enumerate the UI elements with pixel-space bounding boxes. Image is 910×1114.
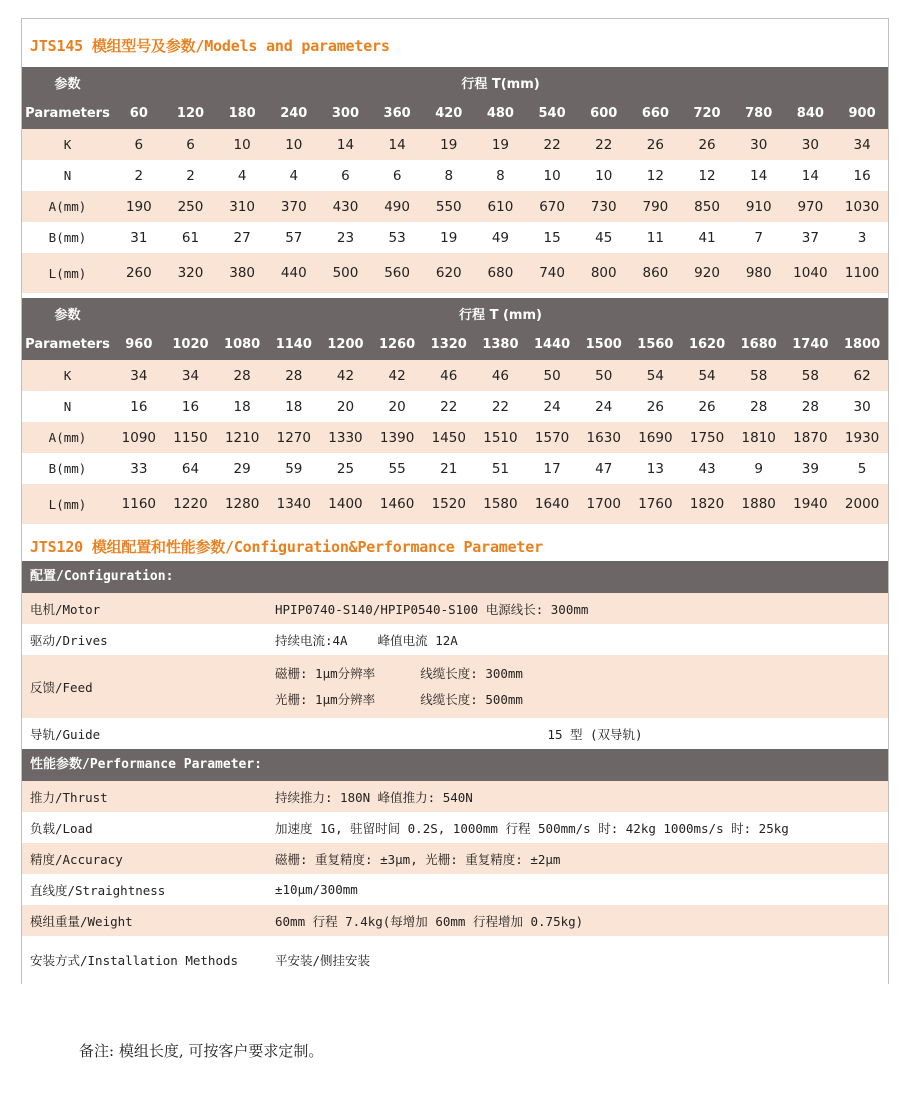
stroke-value: 480 — [475, 98, 527, 129]
table-cell: 800 — [578, 253, 630, 293]
table-cell: 970 — [785, 191, 837, 222]
table-cell: 18 — [268, 391, 320, 422]
table-cell: 59 — [268, 453, 320, 484]
table-cell: 260 — [113, 253, 165, 293]
table-row — [22, 484, 888, 524]
table-cell: 680 — [475, 253, 527, 293]
stroke-header: 行程 T(mm) — [113, 67, 888, 98]
performance-header: 性能参数/Performance Parameter: — [22, 749, 888, 781]
table-cell: 4 — [268, 160, 320, 191]
row-value — [275, 661, 523, 713]
row-label: A(mm) — [22, 422, 113, 453]
table-cell: 3 — [836, 222, 888, 253]
row-label: N — [22, 160, 113, 191]
footnote: 备注: 模组长度, 可按客户要求定制。 — [79, 1042, 324, 1060]
table-cell: 16 — [836, 160, 888, 191]
table-cell: 25 — [320, 453, 372, 484]
config-row-guide — [22, 718, 888, 749]
table-cell: 1520 — [423, 484, 475, 524]
stroke-value: 1680 — [733, 329, 785, 360]
table-cell: 1930 — [836, 422, 888, 453]
perf-row-load — [22, 812, 888, 843]
row-label: 精度/Accuracy — [30, 851, 123, 867]
perf-row-weight — [22, 905, 888, 936]
table-cell: 12 — [630, 160, 682, 191]
parameters-table-2 — [22, 298, 888, 524]
table-row — [22, 129, 888, 160]
table-cell: 7 — [733, 222, 785, 253]
table-cell: 2000 — [836, 484, 888, 524]
row-label: L(mm) — [22, 253, 113, 293]
table-cell: 64 — [165, 453, 217, 484]
stroke-value: 120 — [165, 98, 217, 129]
table-cell: 28 — [785, 391, 837, 422]
table-cell: 20 — [320, 391, 372, 422]
table-cell: 6 — [371, 160, 423, 191]
table-cell: 1690 — [630, 422, 682, 453]
row-value: 60mm 行程 7.4kg(每增加 60mm 行程增加 0.75kg) — [275, 913, 584, 929]
table-cell: 46 — [475, 360, 527, 391]
row-value: ±10μm/300mm — [275, 882, 358, 897]
table-cell: 1940 — [785, 484, 837, 524]
table-cell: 4 — [216, 160, 268, 191]
table-cell: 1340 — [268, 484, 320, 524]
stroke-value: 1740 — [785, 329, 837, 360]
perf-row-accuracy — [22, 843, 888, 874]
table-cell: 1390 — [371, 422, 423, 453]
table-cell: 1810 — [733, 422, 785, 453]
table-cell: 53 — [371, 222, 423, 253]
table-cell: 8 — [423, 160, 475, 191]
row-label: L(mm) — [22, 484, 113, 524]
table-cell: 620 — [423, 253, 475, 293]
table-cell: 1510 — [475, 422, 527, 453]
table-cell: 1570 — [526, 422, 578, 453]
row-label: 负载/Load — [30, 820, 93, 836]
table-cell: 500 — [320, 253, 372, 293]
table-cell: 28 — [268, 360, 320, 391]
table-cell: 6 — [320, 160, 372, 191]
row-value: 持续电流:4A 峰值电流 12A — [275, 632, 458, 648]
table-cell: 910 — [733, 191, 785, 222]
table-cell: 980 — [733, 253, 785, 293]
stroke-value: 1620 — [681, 329, 733, 360]
table-cell: 920 — [681, 253, 733, 293]
table-cell: 1640 — [526, 484, 578, 524]
feed-line-magnetic: 磁栅: 1μm分辨率 线缆长度: 300mm — [275, 666, 523, 681]
table-cell: 42 — [320, 360, 372, 391]
table-cell: 24 — [578, 391, 630, 422]
table-cell: 50 — [578, 360, 630, 391]
row-label: K — [22, 360, 113, 391]
table-row — [22, 222, 888, 253]
table-cell: 790 — [630, 191, 682, 222]
row-label: B(mm) — [22, 453, 113, 484]
table-row — [22, 191, 888, 222]
row-value: 平安装/侧挂安装 — [275, 953, 371, 968]
stroke-value: 840 — [785, 98, 837, 129]
table-cell: 6 — [165, 129, 217, 160]
table-cell: 58 — [733, 360, 785, 391]
table-cell: 34 — [836, 129, 888, 160]
table-cell: 14 — [371, 129, 423, 160]
table-cell: 1100 — [836, 253, 888, 293]
table-cell: 17 — [526, 453, 578, 484]
row-label: 安装方式/Installation Methods — [30, 953, 239, 968]
table-cell: 16 — [165, 391, 217, 422]
table-cell: 18 — [216, 391, 268, 422]
row-value: 磁栅: 重复精度: ±3μm, 光栅: 重复精度: ±2μm — [275, 851, 561, 867]
table-cell: 22 — [475, 391, 527, 422]
table-cell: 47 — [578, 453, 630, 484]
row-value: 15 型 (双导轨) — [547, 726, 643, 742]
stroke-value: 960 — [113, 329, 165, 360]
table-row — [22, 453, 888, 484]
table-cell: 11 — [630, 222, 682, 253]
table-row — [22, 253, 888, 293]
stroke-value: 1320 — [423, 329, 475, 360]
perf-row-installation — [22, 936, 888, 984]
table-cell: 9 — [733, 453, 785, 484]
parameters-table-1 — [22, 67, 888, 293]
param-label-cn: 参数 — [22, 67, 113, 98]
table-cell: 28 — [216, 360, 268, 391]
table-row — [22, 360, 888, 391]
row-value: 持续推力: 180N 峰值推力: 540N — [275, 789, 473, 805]
table-cell: 2 — [113, 160, 165, 191]
row-label: 模组重量/Weight — [30, 913, 133, 929]
row-value: HPIP0740-S140/HPIP0540-S100 电源线长: 300mm — [275, 601, 589, 617]
stroke-value: 420 — [423, 98, 475, 129]
config-header: 配置/Configuration: — [22, 561, 888, 593]
table-cell: 740 — [526, 253, 578, 293]
table-cell: 19 — [423, 222, 475, 253]
perf-row-straightness — [22, 874, 888, 905]
table-cell: 34 — [165, 360, 217, 391]
table-cell: 1330 — [320, 422, 372, 453]
table-cell: 490 — [371, 191, 423, 222]
row-label: 导轨/Guide — [30, 726, 101, 742]
table-cell: 12 — [681, 160, 733, 191]
table-cell: 21 — [423, 453, 475, 484]
table-cell: 1160 — [113, 484, 165, 524]
table-cell: 850 — [681, 191, 733, 222]
table-cell: 190 — [113, 191, 165, 222]
section1-title: JTS145 模组型号及参数/Models and parameters — [30, 37, 390, 55]
row-label: B(mm) — [22, 222, 113, 253]
table-cell: 610 — [475, 191, 527, 222]
table-cell: 1880 — [733, 484, 785, 524]
table-cell: 320 — [165, 253, 217, 293]
table-cell: 13 — [630, 453, 682, 484]
table-cell: 250 — [165, 191, 217, 222]
table-cell: 1580 — [475, 484, 527, 524]
perf-row-thrust — [22, 781, 888, 812]
table-cell: 1630 — [578, 422, 630, 453]
table-cell: 20 — [371, 391, 423, 422]
stroke-value: 60 — [113, 98, 165, 129]
table-cell: 1700 — [578, 484, 630, 524]
table-cell: 31 — [113, 222, 165, 253]
table-cell: 1820 — [681, 484, 733, 524]
param-label-cn: 参数 — [22, 298, 113, 329]
table-cell: 10 — [578, 160, 630, 191]
table-cell: 1270 — [268, 422, 320, 453]
table-cell: 430 — [320, 191, 372, 222]
table-row — [22, 391, 888, 422]
table-cell: 43 — [681, 453, 733, 484]
table-cell: 30 — [836, 391, 888, 422]
config-performance-table — [22, 561, 888, 984]
table-cell: 37 — [785, 222, 837, 253]
stroke-value: 1140 — [268, 329, 320, 360]
table-cell: 440 — [268, 253, 320, 293]
table-cell: 33 — [113, 453, 165, 484]
table-cell: 14 — [733, 160, 785, 191]
stroke-value: 780 — [733, 98, 785, 129]
feed-line-optical: 光栅: 1μm分辨率 线缆长度: 500mm — [275, 692, 523, 707]
row-label: 电机/Motor — [30, 601, 101, 617]
table-row — [22, 422, 888, 453]
table-cell: 1040 — [785, 253, 837, 293]
table-cell: 5 — [836, 453, 888, 484]
table-cell: 26 — [630, 391, 682, 422]
table-cell: 57 — [268, 222, 320, 253]
table-cell: 29 — [216, 453, 268, 484]
table-cell: 10 — [216, 129, 268, 160]
stroke-value: 900 — [836, 98, 888, 129]
stroke-value: 720 — [681, 98, 733, 129]
table-cell: 22 — [423, 391, 475, 422]
table-cell: 730 — [578, 191, 630, 222]
table-cell: 1750 — [681, 422, 733, 453]
table-cell: 24 — [526, 391, 578, 422]
row-label: K — [22, 129, 113, 160]
table-cell: 51 — [475, 453, 527, 484]
stroke-value: 540 — [526, 98, 578, 129]
table-cell: 54 — [630, 360, 682, 391]
row-label: A(mm) — [22, 191, 113, 222]
stroke-header: 行程 T (mm) — [113, 298, 888, 329]
config-row-motor — [22, 593, 888, 624]
table-cell: 26 — [630, 129, 682, 160]
table-cell: 46 — [423, 360, 475, 391]
table-cell: 22 — [578, 129, 630, 160]
table-cell: 1760 — [630, 484, 682, 524]
stroke-value: 1200 — [320, 329, 372, 360]
table-cell: 58 — [785, 360, 837, 391]
table-cell: 1450 — [423, 422, 475, 453]
table-cell: 1870 — [785, 422, 837, 453]
table-cell: 55 — [371, 453, 423, 484]
table-cell: 15 — [526, 222, 578, 253]
table-cell: 54 — [681, 360, 733, 391]
table-cell: 42 — [371, 360, 423, 391]
table-cell: 1220 — [165, 484, 217, 524]
row-label: N — [22, 391, 113, 422]
table-cell: 27 — [216, 222, 268, 253]
table-cell: 2 — [165, 160, 217, 191]
table-cell: 49 — [475, 222, 527, 253]
stroke-value: 1380 — [475, 329, 527, 360]
stroke-value: 1080 — [216, 329, 268, 360]
table-cell: 670 — [526, 191, 578, 222]
stroke-value: 240 — [268, 98, 320, 129]
row-label: 驱动/Drives — [30, 632, 108, 648]
table-cell: 45 — [578, 222, 630, 253]
section2-title: JTS120 模组配置和性能参数/Configuration&Performance Parameter — [30, 538, 543, 556]
table-cell: 1280 — [216, 484, 268, 524]
table-cell: 23 — [320, 222, 372, 253]
table-cell: 19 — [423, 129, 475, 160]
stroke-value: 1800 — [836, 329, 888, 360]
table-cell: 19 — [475, 129, 527, 160]
stroke-value: 300 — [320, 98, 372, 129]
param-label-en: Parameters — [22, 98, 113, 129]
table-cell: 10 — [268, 129, 320, 160]
row-label: 直线度/Straightness — [30, 882, 166, 898]
table-cell: 62 — [836, 360, 888, 391]
table-cell: 26 — [681, 129, 733, 160]
stroke-value: 660 — [630, 98, 682, 129]
table-cell: 380 — [216, 253, 268, 293]
table-cell: 1090 — [113, 422, 165, 453]
config-row-drives — [22, 624, 888, 655]
table-cell: 10 — [526, 160, 578, 191]
table-cell: 6 — [113, 129, 165, 160]
table-cell: 14 — [320, 129, 372, 160]
table-cell: 1030 — [836, 191, 888, 222]
stroke-value: 180 — [216, 98, 268, 129]
table-cell: 1210 — [216, 422, 268, 453]
config-row-feed — [22, 655, 888, 718]
table-cell: 1150 — [165, 422, 217, 453]
table-cell: 34 — [113, 360, 165, 391]
stroke-value: 1020 — [165, 329, 217, 360]
stroke-value: 1560 — [630, 329, 682, 360]
table-cell: 26 — [681, 391, 733, 422]
table-cell: 550 — [423, 191, 475, 222]
table-cell: 16 — [113, 391, 165, 422]
table-cell: 41 — [681, 222, 733, 253]
table-cell: 30 — [785, 129, 837, 160]
table-cell: 860 — [630, 253, 682, 293]
table-cell: 30 — [733, 129, 785, 160]
table-cell: 61 — [165, 222, 217, 253]
stroke-value: 1500 — [578, 329, 630, 360]
row-value: 加速度 1G, 驻留时间 0.2S, 1000mm 行程 500mm/s 时: 42kg 1000ms/s 时: 25kg — [275, 820, 789, 836]
row-label: 推力/Thrust — [30, 789, 108, 805]
stroke-value: 360 — [371, 98, 423, 129]
table-cell: 28 — [733, 391, 785, 422]
table-cell: 50 — [526, 360, 578, 391]
table-cell: 39 — [785, 453, 837, 484]
table-cell: 370 — [268, 191, 320, 222]
stroke-value: 600 — [578, 98, 630, 129]
table-cell: 1460 — [371, 484, 423, 524]
param-label-en: Parameters — [22, 329, 113, 360]
row-label: 反馈/Feed — [30, 679, 93, 695]
table-row — [22, 160, 888, 191]
table-cell: 22 — [526, 129, 578, 160]
stroke-value: 1260 — [371, 329, 423, 360]
table-cell: 560 — [371, 253, 423, 293]
table-cell: 1400 — [320, 484, 372, 524]
table-cell: 8 — [475, 160, 527, 191]
table-cell: 310 — [216, 191, 268, 222]
table-cell: 14 — [785, 160, 837, 191]
stroke-value: 1440 — [526, 329, 578, 360]
